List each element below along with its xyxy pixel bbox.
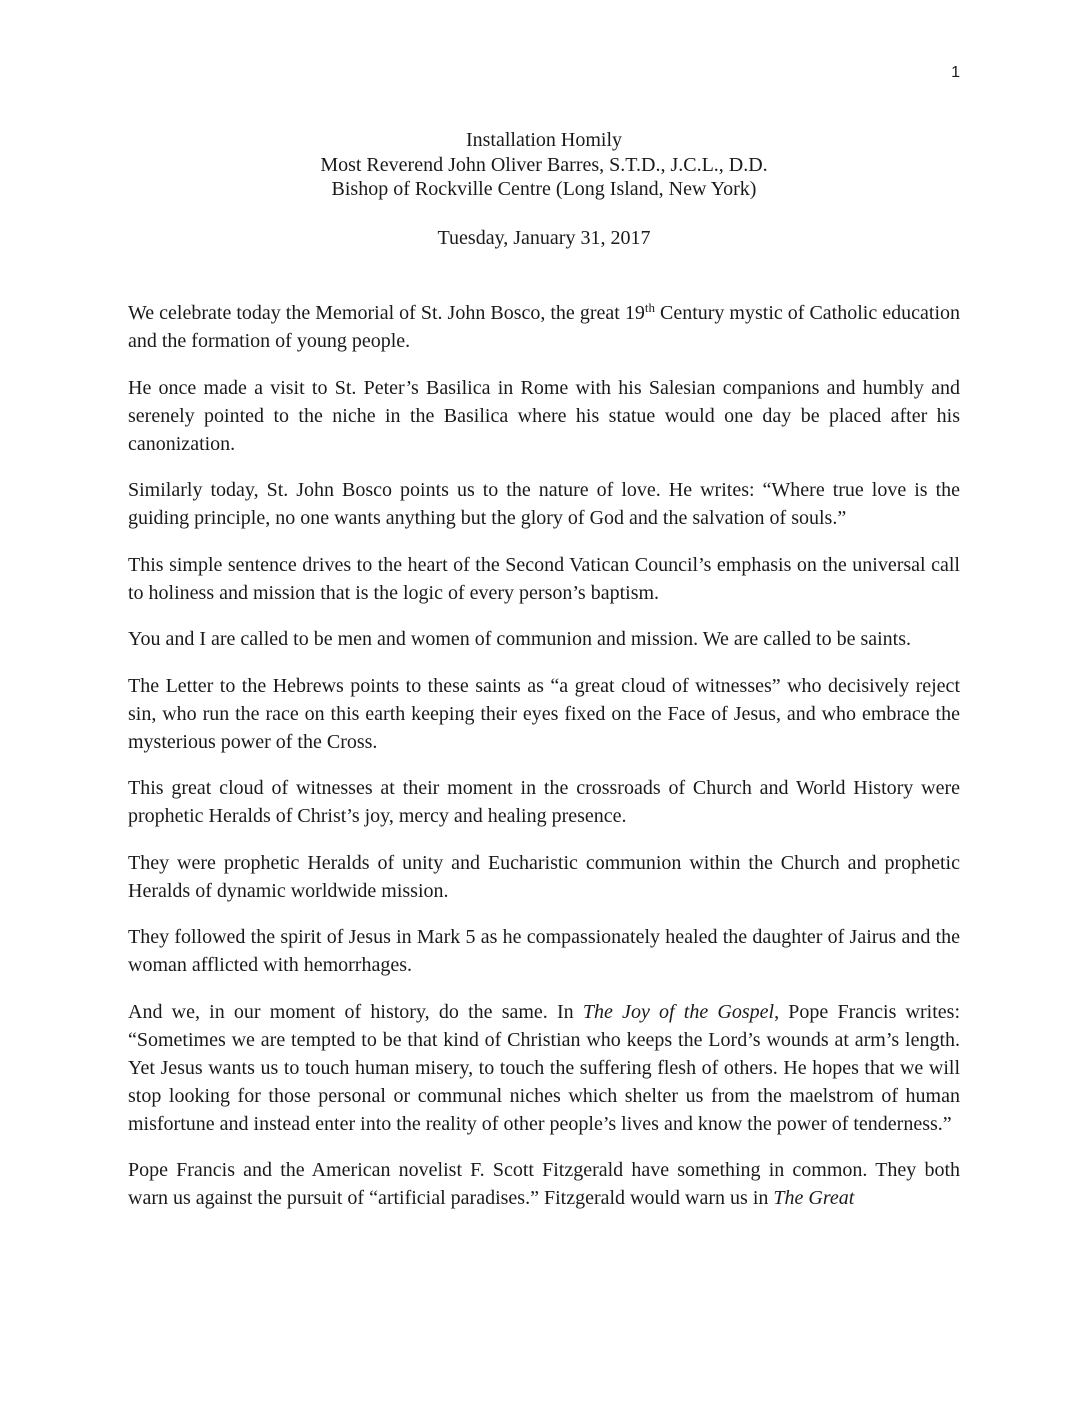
ordinal-superscript: th [644,300,655,315]
author-line: Most Reverend John Oliver Barres, S.T.D., J.C.L., D.D. [320,153,768,176]
date-line: Tuesday, January 31, 2017 [437,226,651,249]
paragraph-2: He once made a visit to St. Peter’s Basilica in Rome with his Salesian companions and humbly and serenely pointed to the niche in the Basilica where his statue would one day be placed after his canonization. [128,376,960,455]
paragraph-3: Similarly today, St. John Bosco points us to the nature of love. He writes: “Where true love is the guiding principle, no one wants anything but the glory of God and the salvation of souls.” [128,479,960,529]
paragraph-11-text-a: Pope Francis and the American novelist F. Scott Fitzgerald have something in common. They both warn us against the pursuit of “artificial paradises.” Fitzgerald would warn us in [128,1159,960,1209]
paragraph-4: This simple sentence drives to the heart of the Second Vatican Council’s emphasis on the universal call to holiness and mission that is the logic of every person’s baptism. [128,553,960,604]
document-header [0,128,1088,250]
book-title-the-great: The Great [773,1187,855,1209]
paragraph-1 [128,299,960,355]
paragraph-10 [128,998,960,1138]
paragraph-11 [128,1156,960,1212]
role-line: Bishop of Rockville Centre (Long Island, New York) [331,178,757,200]
book-title-joy-of-the-gospel: The Joy of the Gospel [582,1000,775,1023]
paragraph-5: You and I are called to be men and women of communion and mission. We are called to be saints. [128,628,912,650]
page-number: 1 [951,64,960,81]
document-body [128,299,960,1231]
paragraph-1-text-b: Century mystic of Catholic education and the formation of young people. [128,302,960,352]
paragraph-1-text-a: We celebrate today the Memorial of St. John Bosco, the great 19 [128,302,645,324]
document-title: Installation Homily [465,129,623,151]
paragraph-9: They followed the spirit of Jesus in Mark 5 as he compassionately healed the daughter of Jairus and the woman afflicted with hemorrhages. [128,926,960,976]
paragraph-10-text-b: , Pope Francis writes: “Sometimes we are tempted to be that kind of Christian who keeps the Lord’s wounds at arm’s length. Yet Jesus wants us to touch human misery, to touch the suffering flesh of others. He hopes that we will stop looking for those personal or communal niches which shelter us from the maelstrom of human misfortune and instead enter into the reality of other people’s lives and know the power of tenderness.” [128,1000,960,1135]
paragraph-7: This great cloud of witnesses at their moment in the crossroads of Church and World History were prophetic Heralds of Christ’s joy, mercy and healing presence. [128,777,960,827]
paragraph-10-text-a: And we, in our moment of history, do the same. In [128,1000,583,1023]
paragraph-6: The Letter to the Hebrews points to these saints as “a great cloud of witnesses” who decisively reject sin, who run the race on this earth keeping their eyes fixed on the Face of Jesus, and who embrace the mysterious power of the Cross. [128,674,960,753]
paragraph-8: They were prophetic Heralds of unity and Eucharistic communion within the Church and prophetic Heralds of dynamic worldwide mission. [128,851,960,902]
